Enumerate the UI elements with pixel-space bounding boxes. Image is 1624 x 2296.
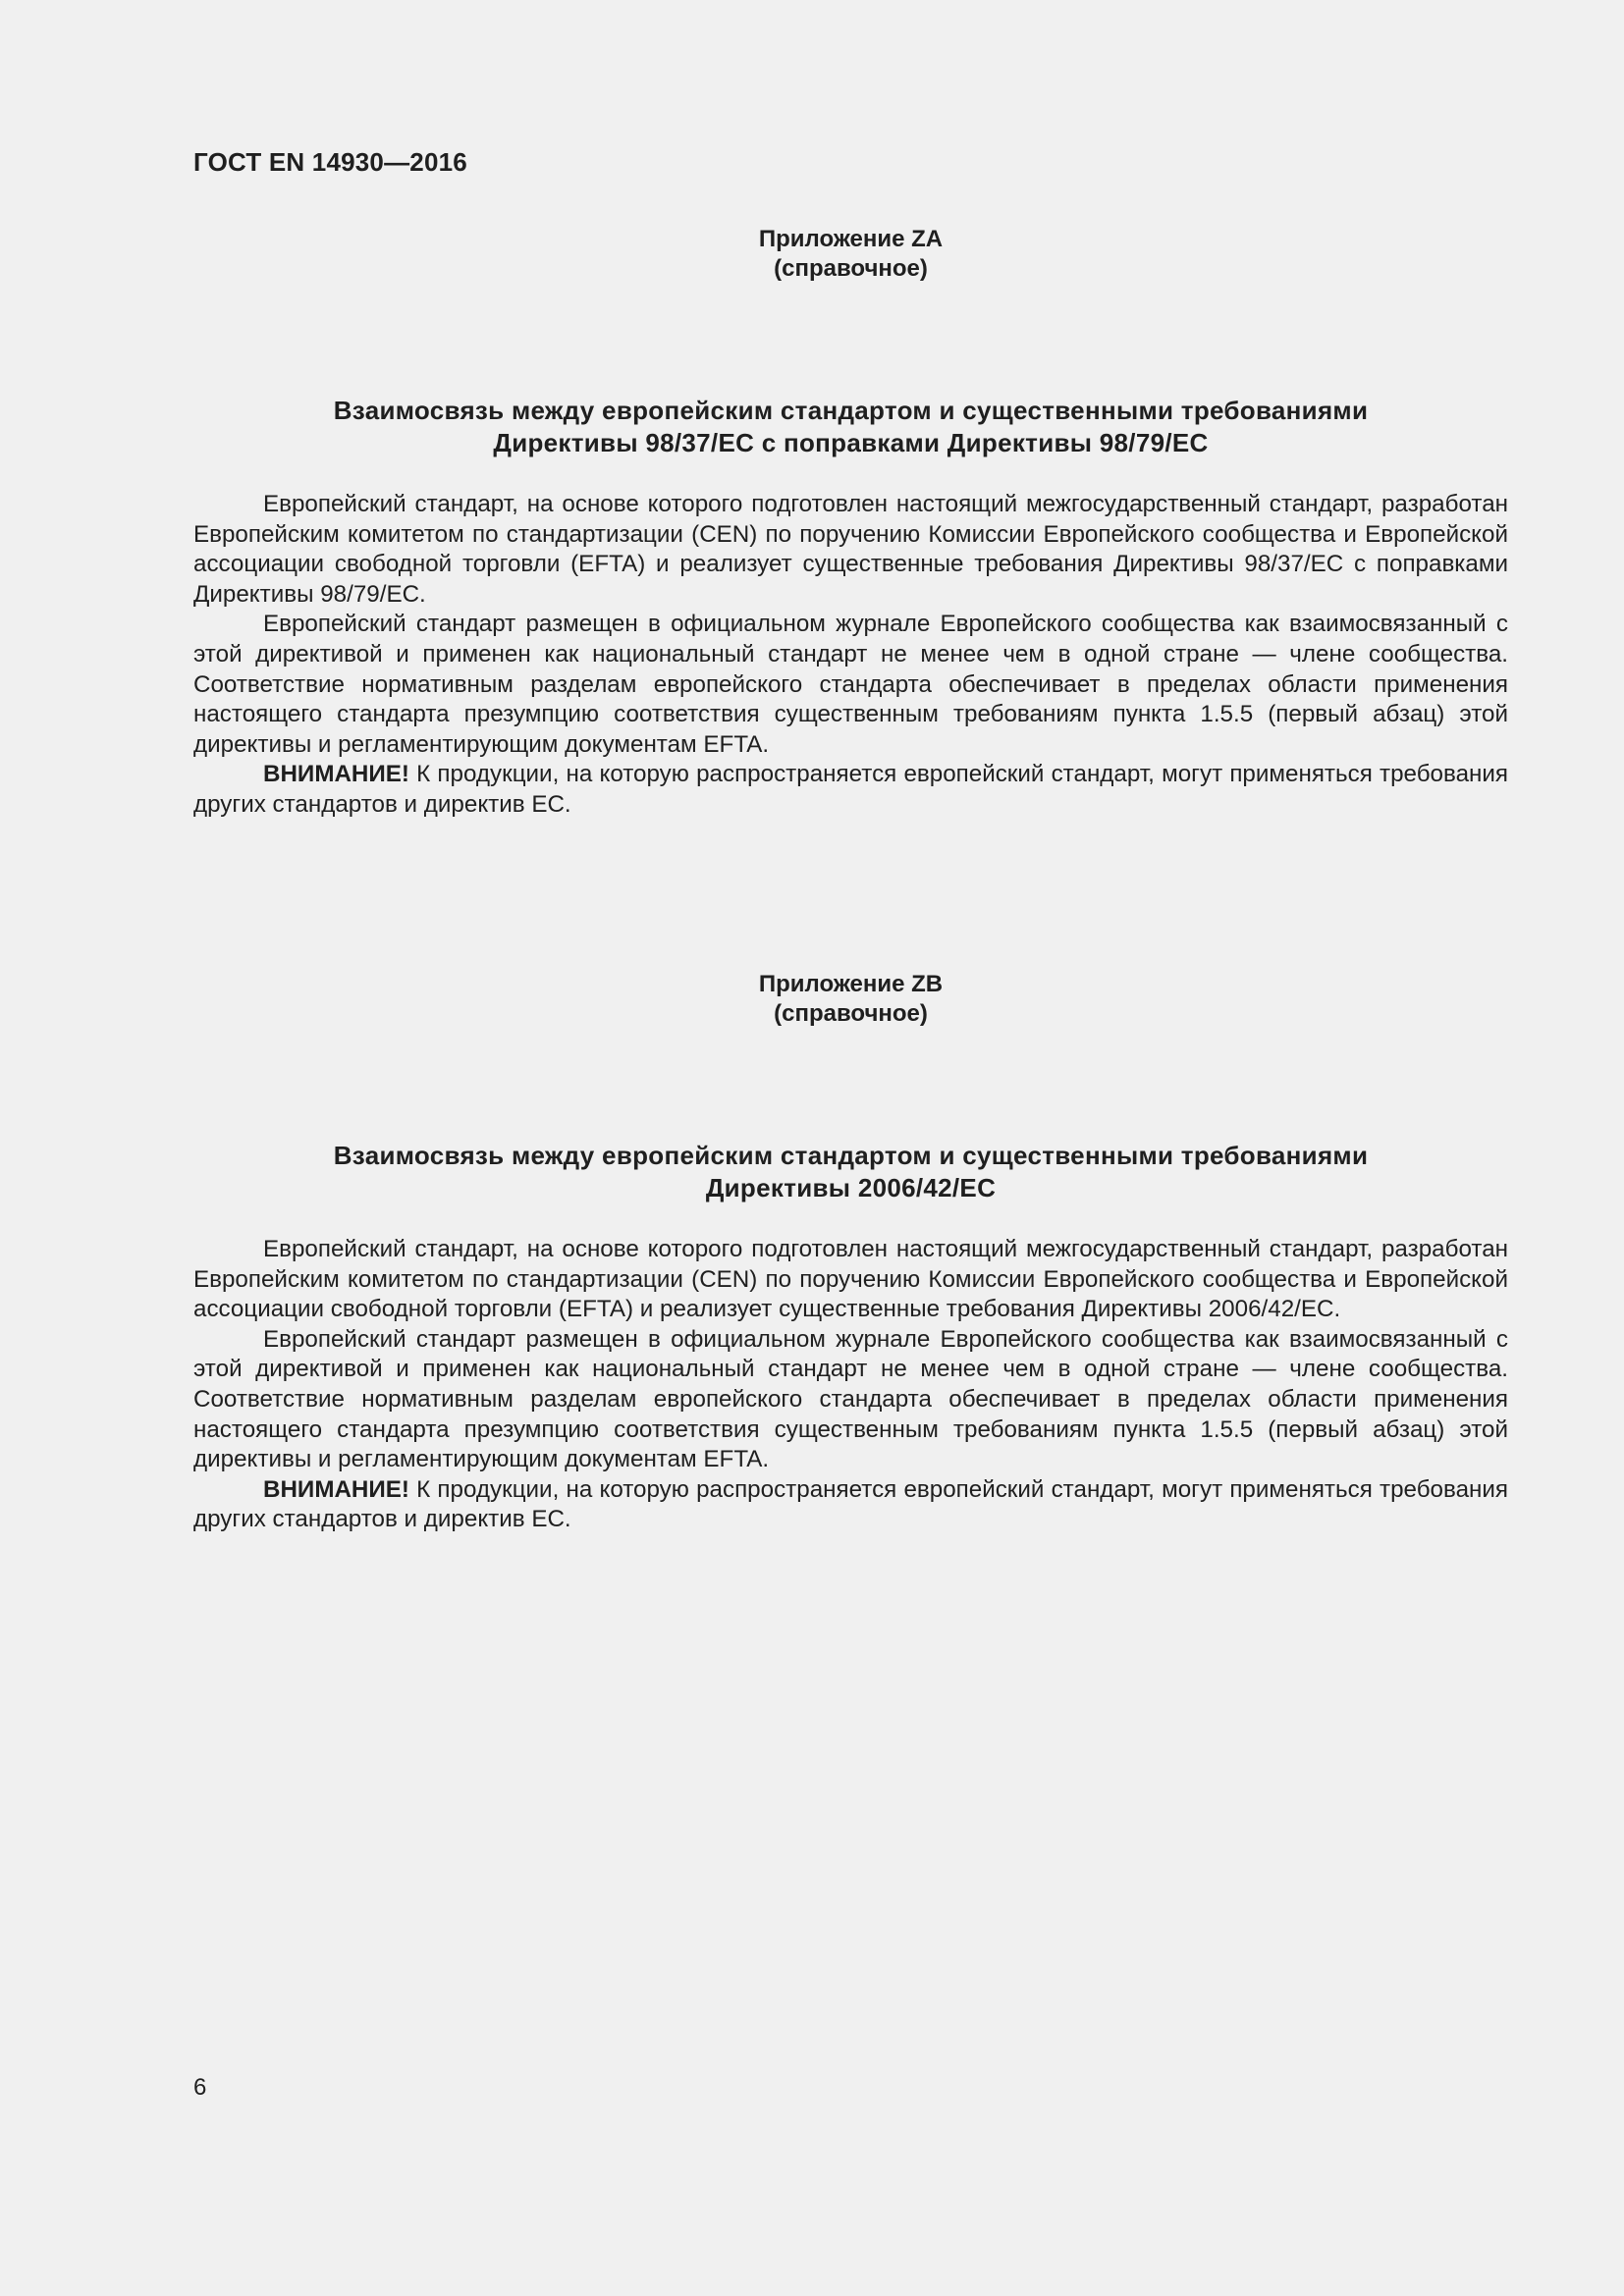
appendix-za-body bbox=[193, 490, 1508, 821]
appendix-za-paragraph-1: Европейский стандарт, на основе которого подготовлен настоящий межгосударственный стандарт, разработан Европейским комитетом по стандартизации (CEN) по поручению Комиссии Европейского сообщества и Европейской ассоциации свободной торговли (EFTA) и реализует существенные требования Директивы 98/37/ЕС с поправками Директивы 98/79/ЕС. bbox=[193, 491, 1508, 608]
appendix-zb-label: Приложение ZB bbox=[758, 971, 944, 997]
document-code: ГОСТ EN 14930—2016 bbox=[193, 147, 467, 177]
appendix-zb-status: (справочное) bbox=[774, 1000, 928, 1027]
appendix-zb-title bbox=[193, 1140, 1508, 1204]
warning-label: ВНИМАНИЕ! bbox=[263, 1475, 409, 1503]
appendix-za-title-line2: Директивы 98/37/ЕС с поправками Директивы 98/79/ЕС bbox=[493, 428, 1209, 457]
appendix-zb-warning bbox=[193, 1475, 1508, 1535]
appendix-zb-heading bbox=[193, 970, 1508, 1029]
appendix-za-status: (справочное) bbox=[774, 255, 928, 282]
appendix-za-warning bbox=[193, 760, 1508, 820]
appendix-zb-paragraph-1: Европейский стандарт, на основе которого подготовлен настоящий межгосударственный стандарт, разработан Европейским комитетом по стандартизации (CEN) по поручению Комиссии Европейского сообщества и Европейской ассоциации свободной торговли (EFTA) и реализует существенные требования Директивы 2006/42/ЕС. bbox=[193, 1236, 1508, 1323]
appendix-zb-body bbox=[193, 1235, 1508, 1535]
page-number: 6 bbox=[193, 2074, 207, 2101]
appendix-za-title bbox=[193, 395, 1508, 459]
appendix-za-label: Приложение ZA bbox=[758, 226, 944, 252]
warning-text: К продукции, на которую распространяется европейский стандарт, могут применяться требования других стандартов и директив ЕС. bbox=[193, 1475, 1508, 1533]
appendix-za-title-line1: Взаимосвязь между европейским стандартом и существенными требованиями bbox=[333, 396, 1369, 425]
warning-text: К продукции, на которую распространяется европейский стандарт, могут применяться требования других стандартов и директив ЕС. bbox=[193, 761, 1508, 818]
appendix-zb-title-line1: Взаимосвязь между европейским стандартом и существенными требованиями bbox=[333, 1141, 1369, 1170]
warning-label: ВНИМАНИЕ! bbox=[263, 761, 409, 788]
appendix-za-heading bbox=[193, 225, 1508, 284]
appendix-za-paragraph-2: Европейский стандарт размещен в официальном журнале Европейского сообщества как взаимосвязанный с этой директивой и применен как национальный стандарт не менее чем в одной стране — члене сообщества. Соответствие нормативным разделам европейского стандарта обеспечивает в пределах области применения настоящего стандарта презумпцию соответствия существенным требованиям пункта 1.5.5 (первый абзац) этой директивы и регламентирующим документам EFTA. bbox=[193, 611, 1508, 758]
appendix-zb-title-line2: Директивы 2006/42/ЕС bbox=[705, 1173, 997, 1202]
appendix-zb-paragraph-2: Европейский стандарт размещен в официальном журнале Европейского сообщества как взаимосвязанный с этой директивой и применен как национальный стандарт не менее чем в одной стране — члене сообщества. Соответствие нормативным разделам европейского стандарта обеспечивает в пределах области применения настоящего стандарта презумпцию соответствия существенным требованиям пункта 1.5.5 (первый абзац) этой директивы и регламентирующим документам EFTA. bbox=[193, 1325, 1508, 1473]
